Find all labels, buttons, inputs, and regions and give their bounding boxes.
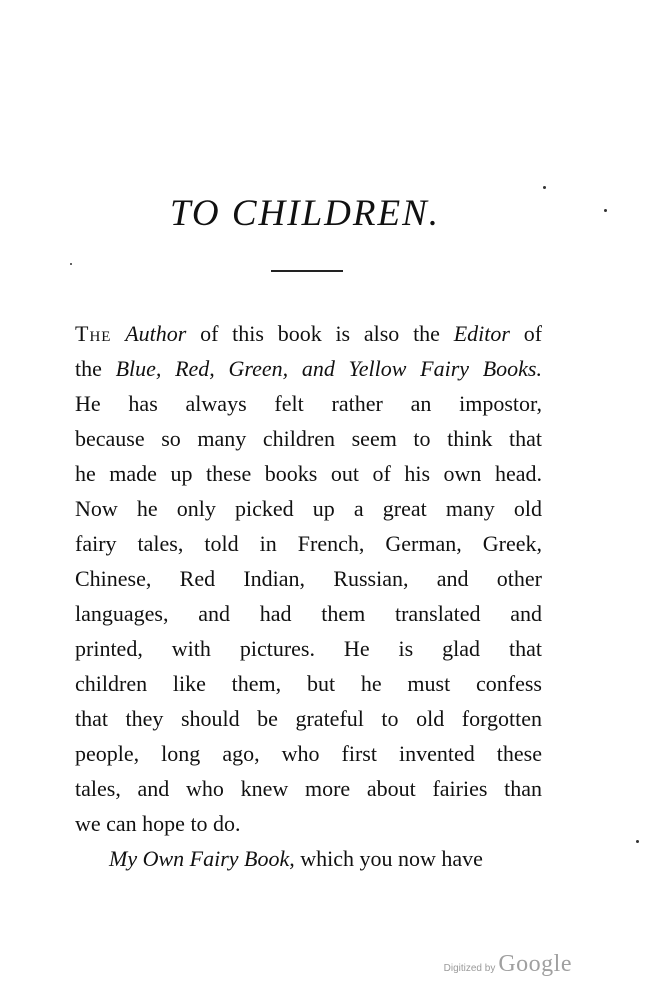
text-segment: [111, 321, 125, 346]
scan-speck: [604, 209, 607, 212]
text-line: [75, 806, 542, 841]
body-text: [75, 316, 542, 876]
text-line: [75, 771, 542, 806]
google-logo: Google: [498, 951, 572, 977]
text-segment: He has always felt rather an impostor,: [75, 391, 542, 416]
digitized-footer: [444, 951, 572, 978]
text-segment: Editor: [453, 321, 510, 346]
text-segment: Chinese, Red Indian, Russian, and other: [75, 566, 542, 591]
text-line: [75, 421, 542, 456]
text-segment: children like them, but he must confess: [75, 671, 542, 696]
text-segment: The: [75, 321, 112, 346]
text-line: [75, 841, 542, 876]
text-line: [75, 666, 542, 701]
text-segment: of this book is also the: [186, 321, 454, 346]
text-line: [75, 491, 542, 526]
digitized-by-label: Digitized by: [443, 963, 496, 974]
text-line: [75, 456, 542, 491]
text-segment: Blue, Red, Green, and Yellow Fairy Books.: [115, 356, 542, 381]
text-segment: people, long ago, who first invented these: [75, 741, 542, 766]
text-segment: of: [509, 321, 542, 346]
text-segment: Author: [125, 321, 187, 346]
text-segment: My Own Fairy Book,: [109, 846, 295, 871]
text-line: [75, 561, 542, 596]
text-line: [75, 386, 542, 421]
text-line: [75, 701, 542, 736]
text-segment: the: [75, 356, 116, 381]
text-segment: we can hope to do.: [75, 811, 241, 836]
text-line: [75, 351, 542, 386]
text-segment: because so many children seem to think that: [75, 426, 542, 451]
text-segment: Now he only picked up a great many old: [75, 496, 542, 521]
text-segment: fairy tales, told in French, German, Greek,: [75, 531, 542, 556]
text-line: [75, 631, 542, 666]
text-line: [75, 596, 542, 631]
text-line: [75, 316, 542, 351]
scan-speck: [70, 263, 72, 265]
scan-speck: [636, 840, 639, 843]
text-segment: that they should be grateful to old forgotten: [75, 706, 542, 731]
page-heading: TO CHILDREN.: [169, 193, 441, 234]
heading-rule: [271, 270, 343, 272]
text-segment: he made up these books out of his own head.: [75, 461, 542, 486]
text-segment: printed, with pictures. He is glad that: [75, 636, 542, 661]
text-line: [75, 736, 542, 771]
text-segment: tales, and who knew more about fairies than: [75, 776, 542, 801]
text-line: [75, 526, 542, 561]
scan-speck: [543, 186, 546, 189]
text-segment: which you now have: [294, 846, 483, 871]
text-segment: languages, and had them translated and: [75, 601, 542, 626]
